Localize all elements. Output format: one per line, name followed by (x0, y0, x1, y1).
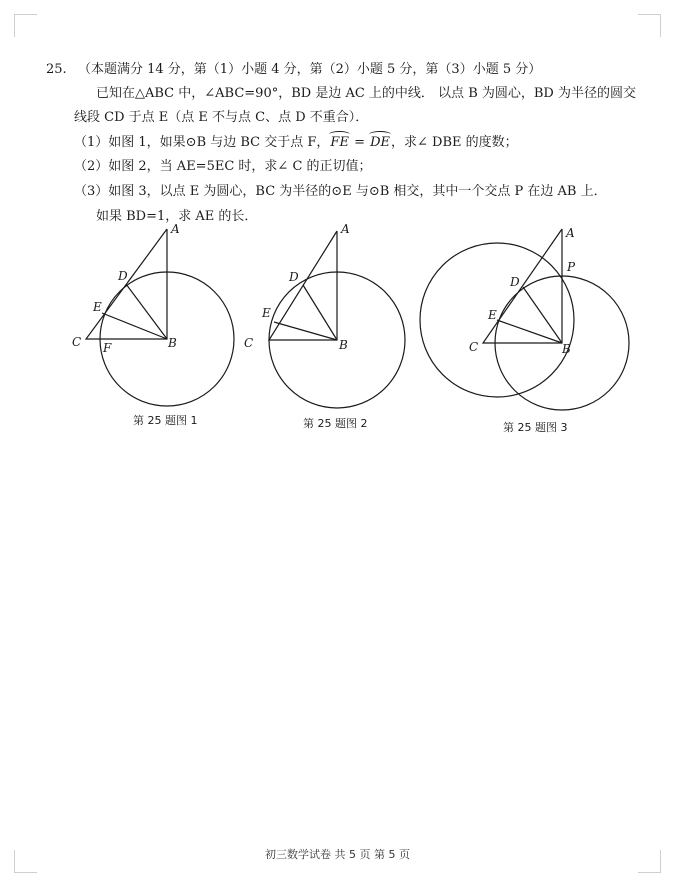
figure-1-label-f: F (103, 341, 112, 355)
part-3-continuation: 如果 BD=1，求 AE 的长． (96, 209, 258, 224)
question-number: 25. (46, 62, 67, 77)
figure-3-segment-be (497, 320, 562, 343)
part-1-text-b: ，求∠ DBE 的度数； (391, 135, 518, 150)
figure-3-label-e: E (488, 308, 497, 322)
figure-2-label-a: A (341, 222, 350, 236)
figure-1-caption: 第 25 题图 1 (133, 414, 198, 427)
part-3: （3）如图 3，以点 E 为圆心，BC 为半径的⊙E 与⊙B 相交，其中一个交点 P 在边 AB 上． (74, 184, 607, 199)
figure-2-drawing (269, 231, 405, 408)
figure-1-label-d: D (118, 269, 128, 283)
arc-fe: FE (330, 135, 349, 150)
question-stem-line-2: 线段 CD 于点 E（点 E 不与点 C、点 D 不重合）． (74, 110, 369, 125)
figure-2-label-e: E (262, 306, 271, 320)
figure-2-label-d: D (289, 270, 299, 284)
arc-equals: = (349, 135, 370, 150)
figure-3-label-d: D (510, 275, 520, 289)
figure-3-label-c: C (469, 340, 479, 354)
arc-de: DE (370, 135, 391, 150)
figure-1-drawing (86, 229, 234, 406)
figure-1-label-a: A (171, 222, 180, 236)
figure-3-label-b: B (562, 342, 571, 356)
figure-3-label-a: A (566, 226, 575, 240)
figure-1-label-e: E (93, 300, 102, 314)
figure-3-segment-bd (523, 287, 562, 343)
figure-3-caption: 第 25 题图 3 (503, 421, 568, 434)
figure-1-label-c: C (72, 335, 82, 349)
question-stem-line-1: 已知在△ABC 中，∠ABC=90°，BD 是边 AC 上的中线． 以点 B 为圆心，BD 为半径的圆交 (96, 86, 636, 101)
figure-3-drawing (420, 229, 629, 410)
part-2: （2）如图 2，当 AE=5EC 时，求∠ C 的正切值； (74, 159, 372, 174)
page-footer: 初三数学试卷 共 5 页 第 5 页 (265, 848, 410, 861)
figure-3-label-p: P (567, 260, 576, 274)
figure-1-label-b: B (168, 336, 177, 350)
question-header: （本题满分 14 分，第（1）小题 4 分，第（2）小题 5 分，第（3）小题 5 分） (78, 62, 542, 77)
figure-2-caption: 第 25 题图 2 (303, 417, 368, 430)
figure-2-label-c: C (244, 336, 254, 350)
figure-2-label-b: B (339, 338, 348, 352)
part-1-text-a: （1）如图 1，如果⊙B 与边 BC 交于点 F， (74, 135, 330, 150)
